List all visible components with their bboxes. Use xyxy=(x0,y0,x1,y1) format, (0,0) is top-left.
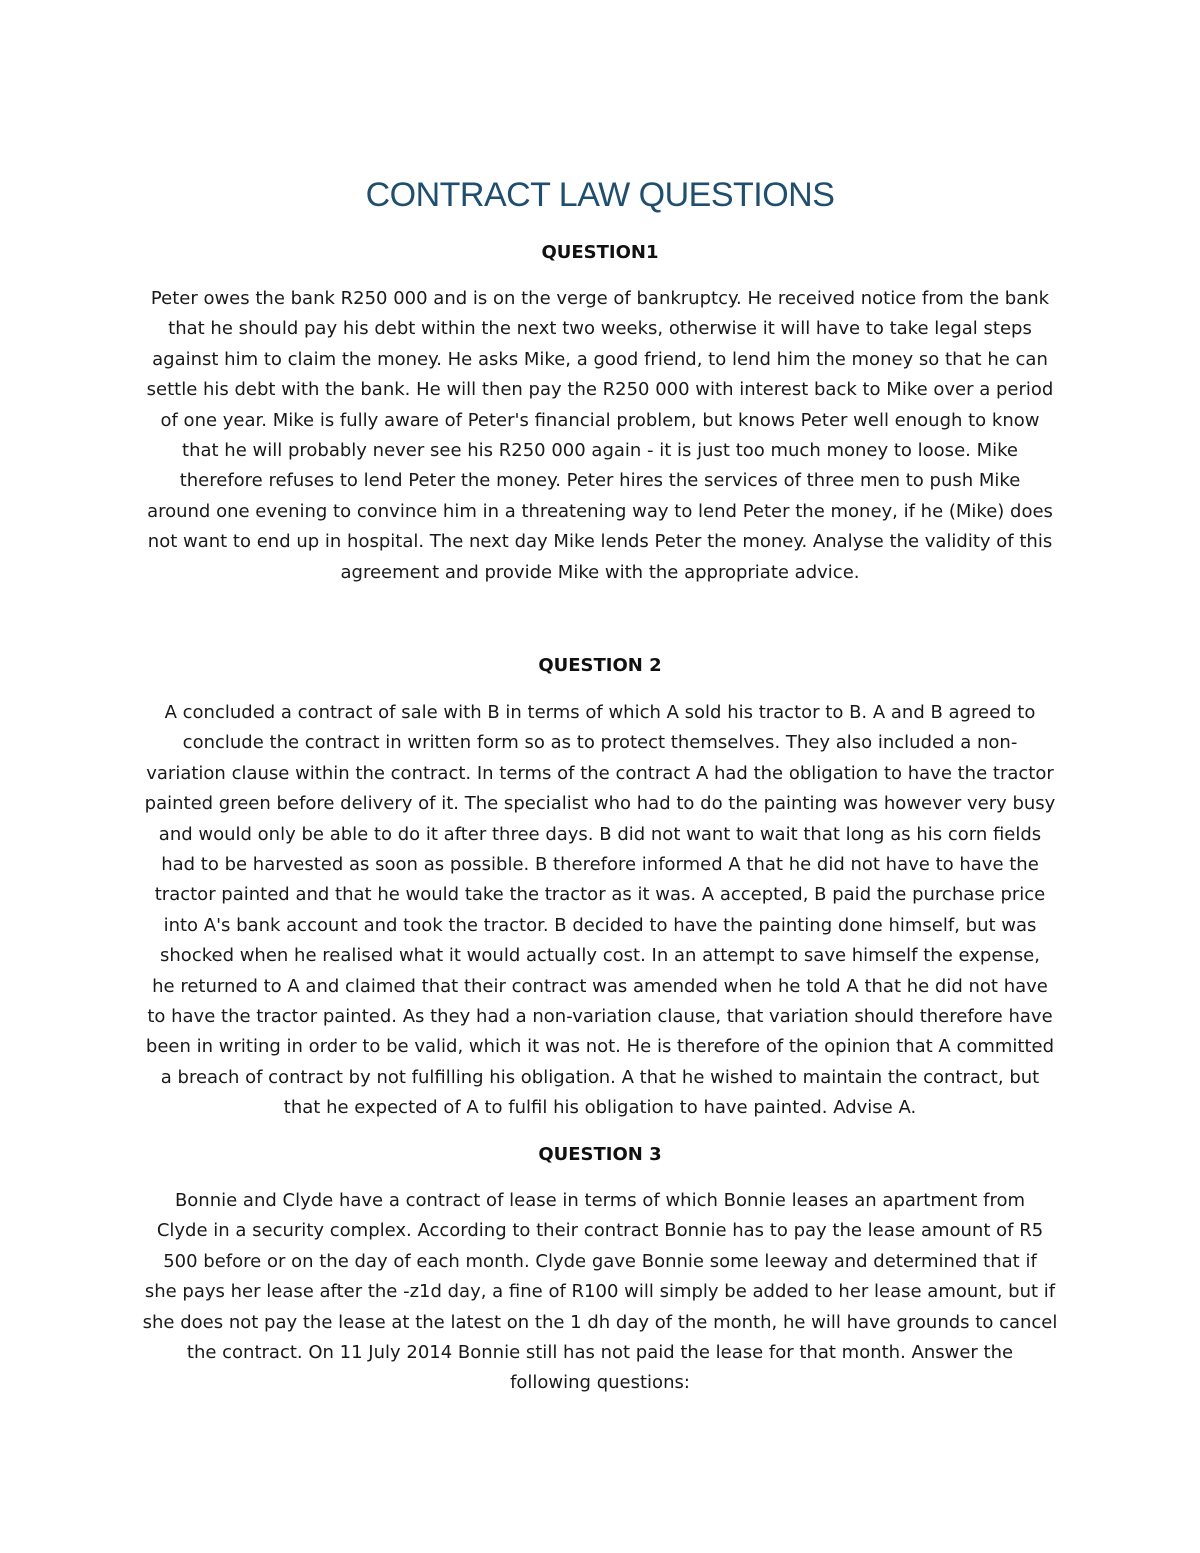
paragraph-line: around one evening to convince him in a threatening way to lend Peter the money, if he (Mike) does xyxy=(147,500,1053,522)
paragraph-line: A concluded a contract of sale with B in terms of which A sold his tractor to B. A and B agreed to xyxy=(164,702,1036,723)
paragraph-line: to have the tractor painted. As they had a non-variation clause, that variation should therefore have xyxy=(147,1006,1053,1028)
paragraph-line: 500 before or on the day of each month. Clyde gave Bonnie some leeway and determined that if xyxy=(163,1250,1037,1272)
paragraph-line: shocked when he realised what it would actually cost. In an attempt to save himself the expense, xyxy=(160,945,1040,967)
question-2-body xyxy=(100,698,1100,1124)
paragraph-line: she does not pay the lease at the latest on the 1 dh day of the month, he will have grounds to cancel xyxy=(142,1311,1058,1333)
question-1-body xyxy=(100,284,1100,588)
paragraph-line: Clyde in a security complex. According to their contract Bonnie has to pay the lease amount of R5 xyxy=(156,1220,1044,1242)
question-2-heading: QUESTION 2 xyxy=(538,655,662,676)
paragraph-line: following questions: xyxy=(510,1372,690,1394)
document-title: CONTRACT LAW QUESTIONS xyxy=(365,176,835,214)
question-3-heading: QUESTION 3 xyxy=(538,1144,662,1165)
paragraph-line: that he should pay his debt within the next two weeks, otherwise it will have to take legal steps xyxy=(168,318,1032,340)
paragraph-line: tractor painted and that he would take the tractor as it was. A accepted, B paid the purchase price xyxy=(154,884,1046,906)
paragraph-line: she pays her lease after the -z1d day, a fine of R100 will simply be added to her lease amount, but if xyxy=(144,1281,1056,1303)
paragraph-line: Bonnie and Clyde have a contract of lease in terms of which Bonnie leases an apartment from xyxy=(174,1190,1026,1211)
paragraph-line: of one year. Mike is fully aware of Peter's financial problem, but knows Peter well enough to know xyxy=(160,409,1040,431)
paragraph-line: a breach of contract by not fulfilling his obligation. A that he wished to maintain the contract, but xyxy=(160,1066,1040,1088)
paragraph-line: that he will probably never see his R250 000 again - it is just too much money to loose. Mike xyxy=(182,440,1018,462)
question-3-body xyxy=(100,1186,1100,1399)
paragraph-line: been in writing in order to be valid, which it was not. He is therefore of the opinion that A committed xyxy=(145,1036,1055,1058)
paragraph-line: and would only be able to do it after three days. B did not want to wait that long as his corn fields xyxy=(158,823,1042,845)
paragraph-line: that he expected of A to fulfil his obligation to have painted. Advise A. xyxy=(283,1097,917,1119)
paragraph-line: settle his debt with the bank. He will then pay the R250 000 with interest back to Mike over a period xyxy=(146,379,1054,401)
paragraph-line: the contract. On 11 July 2014 Bonnie still has not paid the lease for that month. Answer the xyxy=(186,1342,1014,1364)
paragraph-line: agreement and provide Mike with the appropriate advice. xyxy=(340,561,860,583)
paragraph-line: he returned to A and claimed that their contract was amended when he told A that he did not have xyxy=(152,975,1048,997)
paragraph-line: therefore refuses to lend Peter the money. Peter hires the services of three men to push Mike xyxy=(179,470,1021,492)
paragraph-line: Peter owes the bank R250 000 and is on the verge of bankruptcy. He received notice from the bank xyxy=(150,288,1050,309)
paragraph-line: into A's bank account and took the tractor. B decided to have the painting done himself, but was xyxy=(163,914,1037,936)
paragraph-line: conclude the contract in written form so as to protect themselves. They also included a non- xyxy=(182,732,1018,754)
paragraph-line: not want to end up in hospital. The next day Mike lends Peter the money. Analyse the validity of this xyxy=(147,531,1053,553)
question-1-heading: QUESTION1 xyxy=(541,242,659,263)
paragraph-line: painted green before delivery of it. The specialist who had to do the painting was however very busy xyxy=(144,793,1056,815)
paragraph-line: variation clause within the contract. In terms of the contract A had the obligation to have the tractor xyxy=(146,762,1054,784)
paragraph-line: against him to claim the money. He asks Mike, a good friend, to lend him the money so that he can xyxy=(152,348,1048,370)
paragraph-line: had to be harvested as soon as possible. B therefore informed A that he did not have to have the xyxy=(161,854,1039,876)
